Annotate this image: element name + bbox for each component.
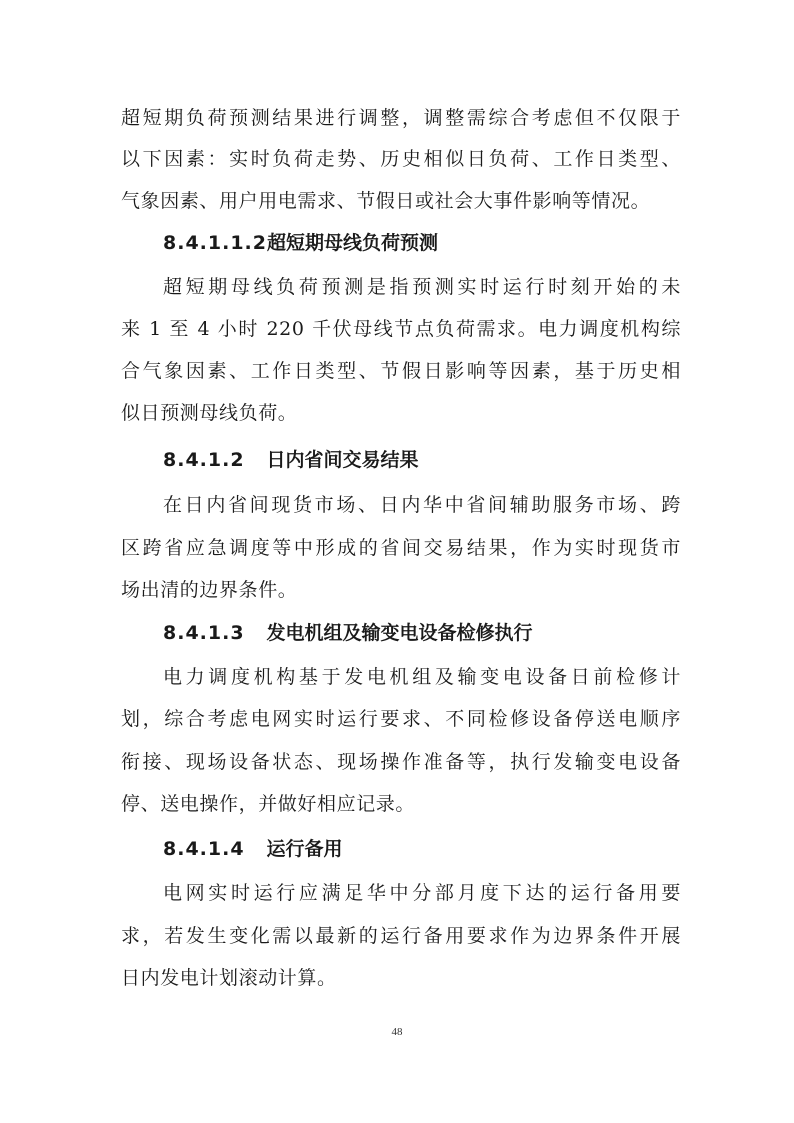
section-number: 8.4.1.4 bbox=[163, 838, 245, 860]
paragraph-line: 气象因素、用户用电需求、节假日或社会大事件影响等情况。 bbox=[121, 190, 651, 212]
paragraph-line: 超短期负荷预测结果进行调整，调整需综合考虑但不仅限于 bbox=[121, 107, 681, 129]
paragraph-line: 停、送电操作，并做好相应记录。 bbox=[121, 793, 416, 815]
paragraph-line: 求，若发生变化需以最新的运行备用要求作为边界条件开展 bbox=[121, 925, 681, 947]
paragraph-line: 来 1 至 4 小时 220 千伏母线节点负荷需求。电力调度机构综 bbox=[121, 318, 681, 340]
section-number: 8.4.1.3 bbox=[163, 622, 245, 644]
section-title: 发电机组及输变电设备检修执行 bbox=[266, 622, 533, 644]
paragraph-line: 在日内省间现货市场、日内华中省间辅助服务市场、跨 bbox=[163, 494, 681, 516]
section-number: 8.4.1.2 bbox=[163, 449, 245, 471]
paragraph-line: 划，综合考虑电网实时运行要求、不同检修设备停送电顺序 bbox=[121, 708, 681, 730]
section-heading bbox=[163, 445, 419, 475]
paragraph-line: 超短期母线负荷预测是指预测实时运行时刻开始的未 bbox=[163, 276, 681, 298]
paragraph-line: 区跨省应急调度等中形成的省间交易结果，作为实时现货市 bbox=[121, 537, 681, 559]
paragraph-line: 衔接、现场设备状态、现场操作准备等，执行发输变电设备 bbox=[121, 751, 681, 773]
section-title: 日内省间交易结果 bbox=[266, 449, 419, 471]
paragraph-line: 日内发电计划滚动计算。 bbox=[121, 967, 337, 989]
paragraph-line: 场出清的边界条件。 bbox=[121, 579, 298, 601]
paragraph-line: 以下因素：实时负荷走势、历史相似日负荷、工作日类型、 bbox=[121, 148, 681, 170]
section-heading bbox=[163, 618, 533, 648]
paragraph-line: 似日预测母线负荷。 bbox=[121, 402, 298, 424]
paragraph-line: 合气象因素、工作日类型、节假日影响等因素，基于历史相 bbox=[121, 360, 681, 382]
section-heading bbox=[163, 834, 343, 864]
section-heading bbox=[163, 228, 438, 258]
section-title: 超短期母线负荷预测 bbox=[266, 232, 438, 254]
section-title: 运行备用 bbox=[266, 838, 343, 860]
page-number: 48 bbox=[391, 1026, 403, 1038]
section-number: 8.4.1.1.2 bbox=[163, 232, 267, 254]
paragraph-line: 电力调度机构基于发电机组及输变电设备日前检修计 bbox=[163, 666, 681, 688]
paragraph-line: 电网实时运行应满足华中分部月度下达的运行备用要 bbox=[163, 882, 681, 904]
